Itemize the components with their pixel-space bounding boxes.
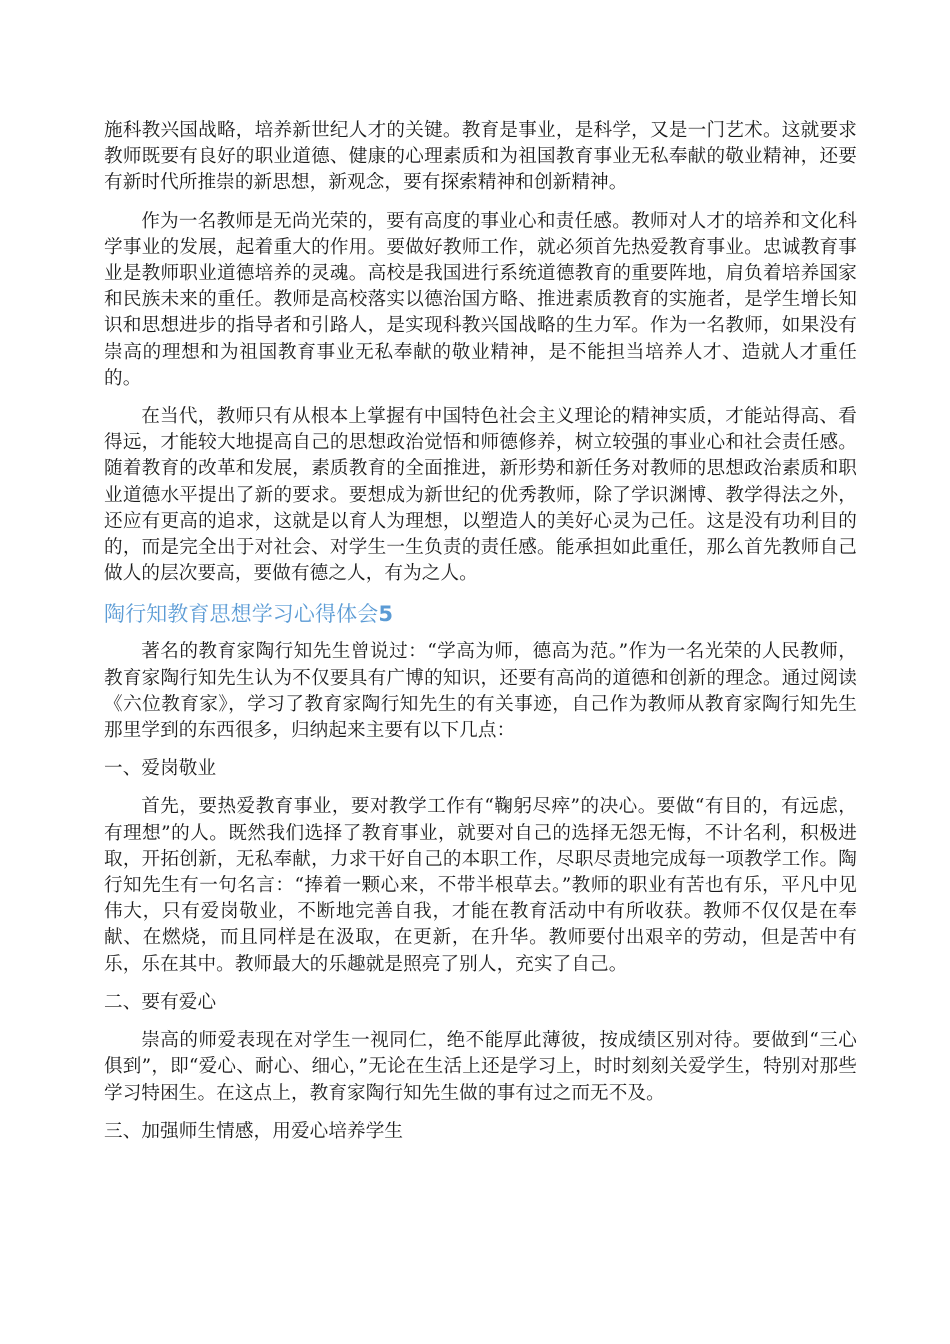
paragraph-intro: 著名的教育家陶行知先生曾说过：“学高为师，德高为范。”作为一名光荣的人民教师，教育家陶行知先生认为不仅要具有广博的知识，还要有高尚的道德和创新的理念。通过阅读《六位教育家》，学习了教育家陶行知先生的有关事迹，自己作为教师从教育家陶行知先生那里学到的东西很多，归纳起来主要有以下几点： [104,641,857,742]
subheading-1: 一、爱岗敬业 [104,758,217,780]
section-heading [104,599,857,629]
paragraph-section-1: 首先，要热爱教育事业，要对教学工作有“鞠躬尽瘁”的决心。要做“有目的，有远虑，有理想”的人。既然我们选择了教育事业，就要对自己的选择无怨无悔，不计名利，积极进取，开拓创新，无私奉献，力求干好自己的本职工作，尽职尽责地完成每一项教学工作。陶行知先生有一句名言：“捧着一颗心来，不带半根草去。”教师的职业有苦也有乐，平凡中见伟大，只有爱岗敬业，不断地完善自我，才能在教育活动中有所收获。教师不仅仅是在奉献、在燃烧，而且同样是在汲取，在更新，在升华。教师要付出艰辛的劳动，但是苦中有乐，乐在其中。教师最大的乐趣就是照亮了别人，充实了自己。 [104,796,857,975]
subheading-2: 二、要有爱心 [104,991,217,1013]
heading-title: 陶行知教育思想学习心得体会 [104,602,379,627]
heading-number: 5 [378,602,394,627]
subheading-3: 三、加强师生情感，用爱心培养学生 [104,1120,404,1142]
paragraph-continued: 施科教兴国战略，培养新世纪人才的关键。教育是事业，是科学，又是一门艺术。这就要求教师既要有良好的职业道德、健康的心理素质和为祖国教育事业无私奉献的敬业精神，还要有新时代所推崇的新思想，新观念，要有探索精神和创新精神。 [104,120,857,194]
paragraph-section-2: 崇高的师爱表现在对学生一视同仁，绝不能厚此薄彼，按成绩区别对待。要做到“三心俱到”，即“爱心、耐心、细心，”无论在生活上还是学习上，时时刻刻关爱学生，特别对那些学习特困生。在这点上，教育家陶行知先生做的事有过之而无不及。 [104,1030,857,1104]
paragraph-teacher-honor: 作为一名教师是无尚光荣的，要有高度的事业心和责任感。教师对人才的培养和文化科学事业的发展，起着重大的作用。要做好教师工作，就必须首先热爱教育事业。忠诚教育事业是教师职业道德培养的灵魂。高校是我国进行系统道德教育的重要阵地，肩负着培养国家和民族未来的重任。教师是高校落实以德治国方略、推进素质教育的实施者，是学生增长知识和思想进步的指导者和引路人，是实现科教兴国战略的生力军。作为一名教师，如果没有崇高的理想和为祖国教育事业无私奉献的敬业精神，是不能担当培养人才、造就人才重任的。 [104,210,857,389]
paragraph-contemporary: 在当代，教师只有从根本上掌握有中国特色社会主义理论的精神实质，才能站得高、看得远，才能较大地提高自己的思想政治觉悟和师德修养，树立较强的事业心和社会责任感。随着教育的改革和发展，素质教育的全面推进，新形势和新任务对教师的思想政治素质和职业道德水平提出了新的要求。要想成为新世纪的优秀教师，除了学识渊博、教学得法之外，还应有更高的追求，这就是以育人为理想，以塑造人的美好心灵为己任。这是没有功利目的的，而是完全出于对社会、对学生一生负责的责任感。能承担如此重任，那么首先教师自己做人的层次要高，要做有德之人，有为之人。 [104,406,857,585]
document-page [104,118,857,1157]
